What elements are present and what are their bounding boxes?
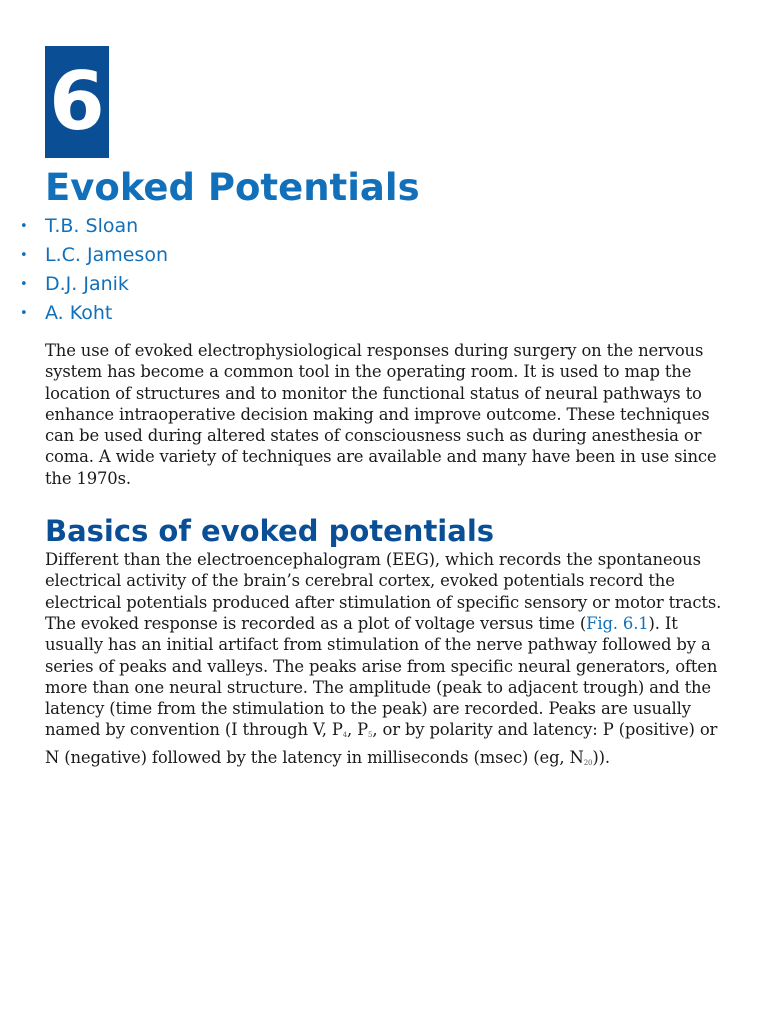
chapter-title: Evoked Potentials (45, 166, 420, 209)
paragraph-text: Different than the electroencephalogram (EEG), which records the spontaneous electrical activity of the brain’s cerebral cortex, evoked potentials record the electrical potentials produced after stimulation of specific sensory or motor tracts. The evoked response is recorded as a plot of voltage versus time ( (45, 550, 722, 633)
bullet-icon: • (20, 277, 28, 292)
author-item (20, 299, 725, 328)
author-name: L.C. Jameson (45, 244, 168, 266)
paragraph-text: ). It usually has an initial artifact from stimulation of the nerve pathway followed by a series of peaks and valleys. The peaks arise from specific neural generators, often more than one neural structure. The amplitude (peak to adjacent trough) and the latency (time from the stimulation to the peak) are recorded. Peaks are usually named by convention (I through V, P (45, 613, 718, 740)
author-item (20, 241, 725, 270)
section-paragraph (45, 549, 725, 774)
author-item (20, 270, 725, 299)
author-list (20, 212, 725, 328)
author-name: D.J. Janik (45, 273, 129, 295)
subscript: 4 (342, 731, 348, 740)
bullet-icon: • (20, 219, 28, 234)
subscript: 5 (368, 731, 373, 740)
chapter-number-badge: 6 (45, 46, 109, 158)
bullet-icon: • (20, 306, 28, 321)
section-heading: Basics of evoked potentials (45, 514, 495, 549)
subscript: 20 (583, 758, 593, 767)
chapter-page (20, 46, 725, 774)
author-item (20, 212, 725, 241)
author-name: A. Koht (45, 302, 113, 324)
author-name: T.B. Sloan (45, 215, 139, 237)
figure-link[interactable]: Fig. 6.1 (586, 613, 649, 633)
paragraph-text: , or by polarity and latency: P (positive) or N (negative) followed by the latency in milliseconds (msec) (eg, N (45, 720, 718, 767)
paragraph-text: )). (592, 747, 610, 767)
bullet-icon: • (20, 248, 28, 263)
paragraph-text: , P (347, 720, 369, 740)
intro-paragraph: The use of evoked electrophysiological responses during surgery on the nervous system has become a common tool in the operating room. It is used to map the location of structures and to monitor the functional status of neural pathways to enhance intraoperative decision making and improve outcome. These techniques can be used during altered states of consciousness such as during anesthesia or coma. A wide variety of techniques are available and many have been in use since the 1970s. (45, 341, 717, 488)
